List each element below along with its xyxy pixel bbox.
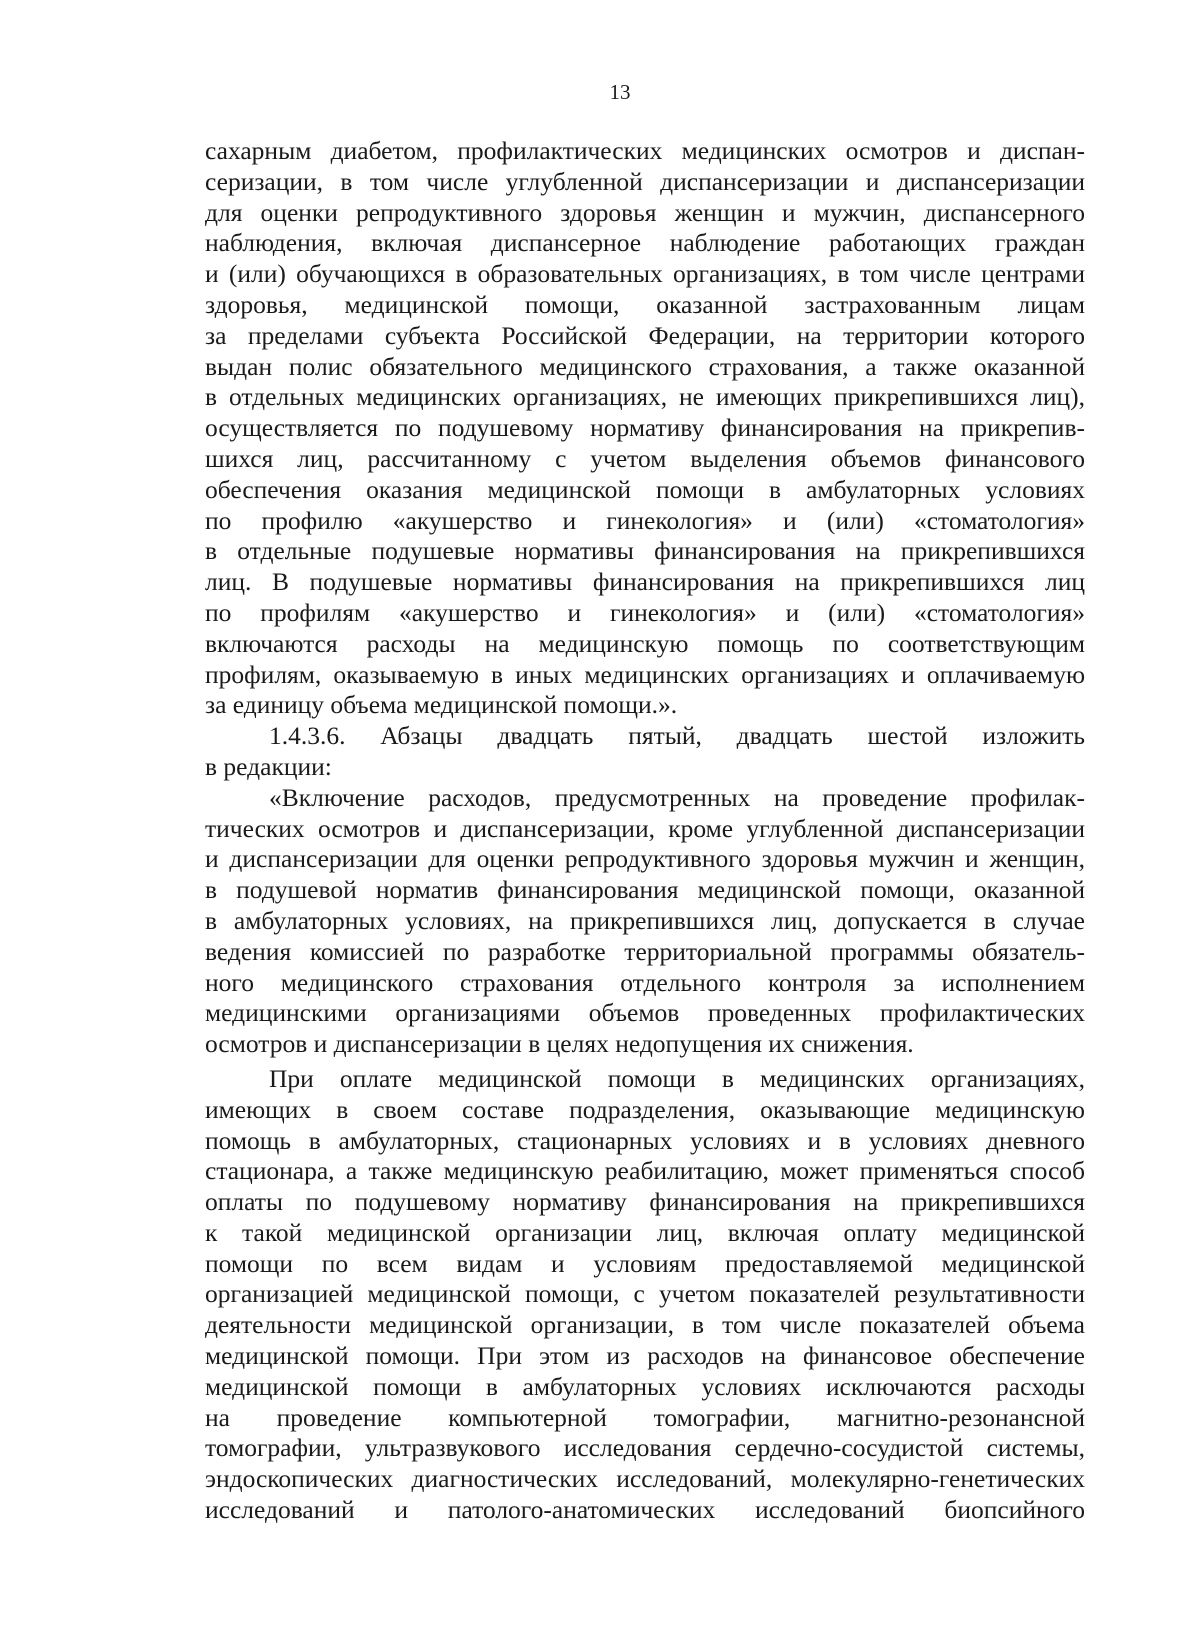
text-line: 1.4.3.6. Абзацы двадцать пятый, двадцать шестой изложить <box>269 721 1085 751</box>
text-line: здоровья, медицинской помощи, оказанной застрахованным лицам <box>205 289 1085 319</box>
text-line: медицинскими организациями объемов проведенных профилактических <box>205 998 1085 1028</box>
text-line: оплаты по подушевому нормативу финансирования на прикрепившихся <box>205 1187 1085 1217</box>
text-line: в амбулаторных условиях, на прикрепившихся лиц, допускается в случае <box>205 905 1085 935</box>
text-line: осуществляется по подушевому нормативу финансирования на прикрепив- <box>205 413 1085 443</box>
text-line: ного медицинского страхования отдельного контроля за исполнением <box>205 967 1085 997</box>
text-line: выдан полис обязательного медицинского страхования, а также оказанной <box>205 351 1085 381</box>
text-line: медицинской помощи. При этом из расходов на финансовое обеспечение <box>205 1341 1085 1371</box>
text-line: медицинской помощи в амбулаторных условиях исключаются расходы <box>205 1371 1085 1401</box>
text-line: на проведение компьютерной томографии, магнитно-резонансной <box>205 1402 1085 1432</box>
text-line: и диспансеризации для оценки репродуктивного здоровья мужчин и женщин, <box>205 844 1085 874</box>
text-line: в подушевой норматив финансирования медицинской помощи, оказанной <box>205 875 1085 905</box>
text-line: за единицу объема медицинской помощи.». <box>205 690 678 720</box>
text-line: в отдельные подушевые нормативы финансирования на прикрепившихся <box>205 536 1085 566</box>
text-line: «Включение расходов, предусмотренных на проведение профилак- <box>269 782 1085 812</box>
text-line: наблюдения, включая диспансерное наблюдение работающих граждан <box>205 228 1085 258</box>
text-line: деятельности медицинской организации, в том числе показателей объема <box>205 1310 1085 1340</box>
text-line: сахарным диабетом, профилактических медицинских осмотров и диспан- <box>205 136 1085 165</box>
text-line: имеющих в своем составе подразделения, оказывающие медицинскую <box>205 1094 1085 1124</box>
text-line: по профилю «акушерство и гинекология» и (или) «стоматология» <box>205 505 1085 535</box>
text-line: исследований и патолого-анатомических исследований биопсийного <box>205 1495 1085 1525</box>
text-line: по профилям «акушерство и гинекология» и (или) «стоматология» <box>205 597 1085 627</box>
text-line: шихся лиц, рассчитанному с учетом выделения объемов финансового <box>205 443 1085 473</box>
text-line: томографии, ультразвукового исследования сердечно-сосудистой системы, <box>205 1433 1085 1463</box>
text-line: за пределами субъекта Российской Федерации, на территории которого <box>205 320 1085 350</box>
text-line: лиц. В подушевые нормативы финансирования на прикрепившихся лиц <box>205 567 1085 597</box>
text-line: помощи по всем видам и условиям предоставляемой медицинской <box>205 1248 1085 1278</box>
paragraph <box>205 136 1085 721</box>
text-line: профилям, оказываемую в иных медицинских организациях и оплачиваемую <box>205 659 1085 689</box>
paragraph <box>205 721 1085 783</box>
text-line: осмотров и диспансеризации в целях недопущения их снижения. <box>205 1029 914 1059</box>
page-number: 13 <box>609 80 631 104</box>
paragraph <box>205 783 1085 1060</box>
text-line: помощь в амбулаторных, стационарных условиях и в условиях дневного <box>205 1125 1085 1155</box>
text-line: к такой медицинской организации лиц, включая оплату медицинской <box>205 1217 1085 1247</box>
text-line: в отдельных медицинских организациях, не имеющих прикрепившихся лиц), <box>205 382 1085 412</box>
paragraph <box>205 1064 1085 1526</box>
text-line: включаются расходы на медицинскую помощь по соответствующим <box>205 628 1085 658</box>
text-line: и (или) обучающихся в образовательных организациях, в том числе центрами <box>205 259 1085 289</box>
text-line: стационара, а также медицинскую реабилитацию, может применяться способ <box>205 1156 1085 1186</box>
text-line: эндоскопических диагностических исследований, молекулярно-генетических <box>205 1464 1085 1494</box>
text-line: в редакции: <box>205 751 332 781</box>
text-line: ведения комиссией по разработке территориальной программы обязатель- <box>205 936 1085 966</box>
text-line: тических осмотров и диспансеризации, кроме углубленной диспансеризации <box>205 813 1085 843</box>
text-line: для оценки репродуктивного здоровья женщин и мужчин, диспансерного <box>205 197 1085 227</box>
text-line: серизации, в том числе углубленной диспансеризации и диспансеризации <box>205 166 1085 196</box>
document-body <box>205 136 1085 1526</box>
text-line: При оплате медицинской помощи в медицинских организациях, <box>269 1063 1085 1093</box>
text-line: обеспечения оказания медицинской помощи в амбулаторных условиях <box>205 474 1085 504</box>
text-line: организацией медицинской помощи, с учетом показателей результативности <box>205 1279 1085 1309</box>
